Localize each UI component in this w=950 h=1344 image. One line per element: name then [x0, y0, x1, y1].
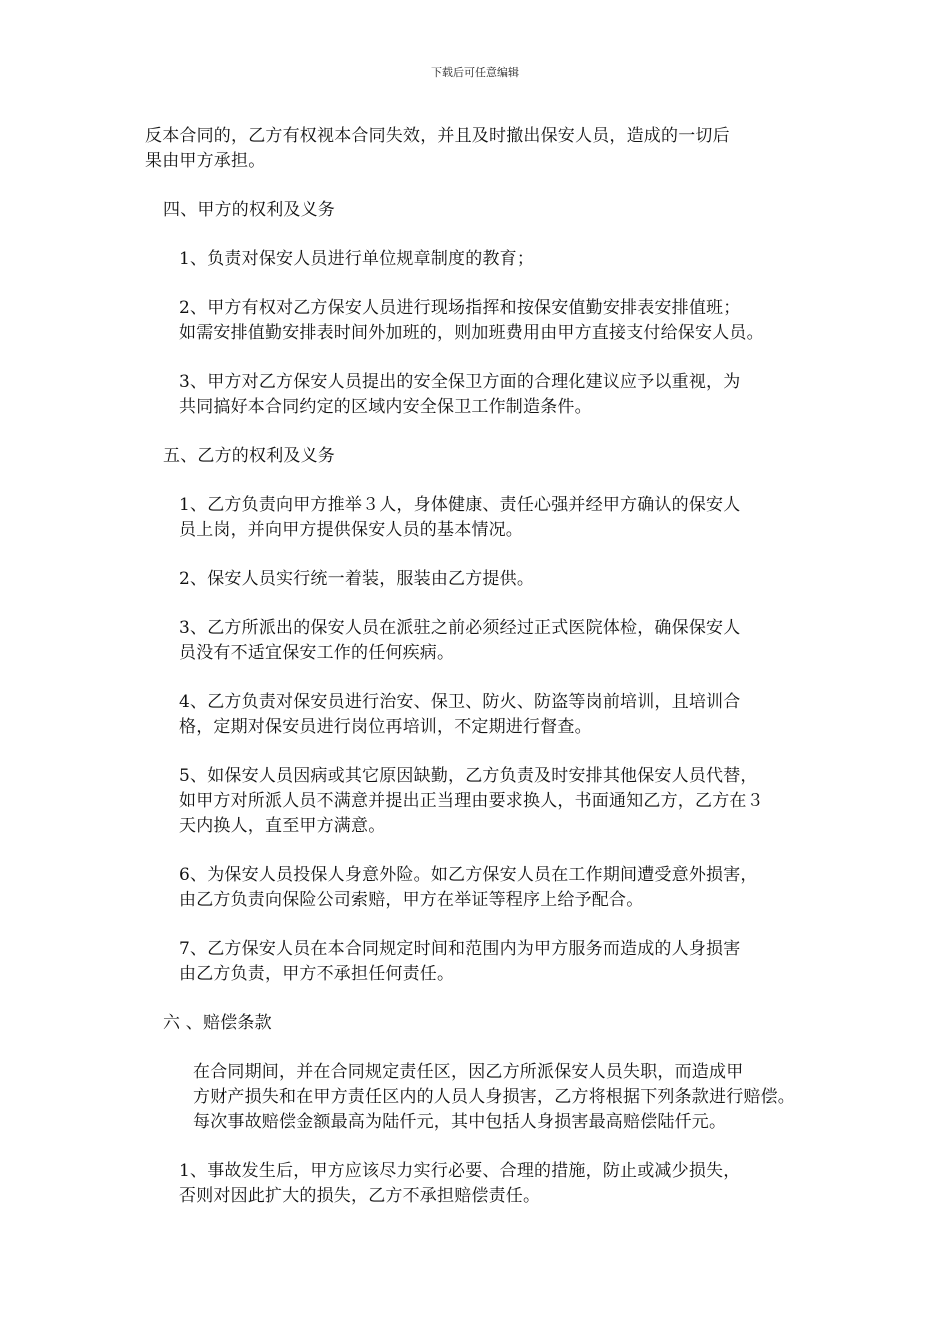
paragraph-line: 由乙方负责，甲方不承担任何责任。 [179, 964, 455, 984]
paragraph-line: 反本合同的，乙方有权视本合同失效，并且及时撤出保安人员，造成的一切后 [145, 126, 730, 146]
paragraph-line: 格，定期对保安员进行岗位再培训，不定期进行督查。 [179, 717, 592, 737]
paragraph-line: 3、甲方对乙方保安人员提出的安全保卫方面的合理化建议应予以重视，为 [179, 372, 741, 392]
paragraph [145, 370, 813, 420]
paragraph [145, 764, 813, 839]
paragraph-line: 2、保安人员实行统一着装，服装由乙方提供。 [179, 569, 535, 589]
paragraph [145, 493, 813, 543]
paragraph-line: 5、如保安人员因病或其它原因缺勤，乙方负责及时安排其他保安人员代替， [179, 766, 758, 786]
paragraph [145, 1159, 813, 1209]
paragraph-line: 1、事故发生后，甲方应该尽力实行必要、合理的措施，防止或减少损失， [179, 1161, 741, 1181]
paragraph [145, 937, 813, 987]
paragraph-line: 4、乙方负责对保安员进行治安、保卫、防火、防盗等岗前培训，且培训合 [179, 692, 741, 712]
paragraph-line: 每次事故赔偿金额最高为陆仟元，其中包括人身损害最高赔偿陆仟元。 [193, 1112, 727, 1132]
paragraph-line: 6、为保安人员投保人身意外险。如乙方保安人员在工作期间遭受意外损害， [179, 865, 758, 885]
paragraph-line: 共同搞好本合同约定的区域内安全保卫工作制造条件。 [179, 397, 592, 417]
paragraph-line: 由乙方负责向保险公司索赔，甲方在举证等程序上给予配合。 [179, 890, 644, 910]
paragraph-line: 方财产损失和在甲方责任区内的人员人身损害，乙方将根据下列条款进行赔偿。 [193, 1087, 795, 1107]
section-heading [145, 1011, 813, 1036]
paragraph-line: 六 、赔偿条款 [163, 1013, 272, 1033]
paragraph-line: 果由甲方承担。 [145, 151, 266, 171]
paragraph-line: 员没有不适宜保安工作的任何疾病。 [179, 643, 455, 663]
paragraph-line: 2、甲方有权对乙方保安人员进行现场指挥和按保安值勤安排表安排值班； [179, 298, 741, 318]
paragraph-line: 员上岗，并向甲方提供保安人员的基本情况。 [179, 520, 523, 540]
paragraph [145, 863, 813, 913]
paragraph-line: 7、乙方保安人员在本合同规定时间和范围内为甲方服务而造成的人身损害 [179, 939, 741, 959]
paragraph [145, 1060, 813, 1135]
paragraph-line: 1、负责对保安人员进行单位规章制度的教育； [179, 249, 535, 269]
paragraph [145, 690, 813, 740]
document-body [145, 124, 813, 1209]
paragraph [145, 124, 813, 174]
paragraph-line: 四、甲方的权利及义务 [163, 200, 335, 220]
paragraph-line: 五、乙方的权利及义务 [163, 446, 335, 466]
paragraph-line: 1、乙方负责向甲方推举３人，身体健康、责任心强并经甲方确认的保安人 [179, 495, 741, 515]
paragraph-line: 如需安排值勤安排表时间外加班的，则加班费用由甲方直接支付给保安人员。 [179, 323, 764, 343]
paragraph-line: 3、乙方所派出的保安人员在派驻之前必须经过正式医院体检，确保保安人 [179, 618, 741, 638]
section-heading [145, 198, 813, 223]
paragraph-line: 否则对因此扩大的损失，乙方不承担赔偿责任。 [179, 1186, 541, 1206]
paragraph-line: 天内换人，直至甲方满意。 [179, 816, 386, 836]
paragraph [145, 567, 813, 592]
section-heading [145, 444, 813, 469]
paragraph [145, 296, 813, 346]
page-header-watermark: 下载后可任意编辑 [431, 66, 519, 79]
paragraph-line: 如甲方对所派人员不满意并提出正当理由要求换人，书面通知乙方，乙方在３ [179, 791, 764, 811]
paragraph-line: 在合同期间，并在合同规定责任区，因乙方所派保安人员失职，而造成甲 [193, 1062, 744, 1082]
paragraph [145, 616, 813, 666]
paragraph [145, 247, 813, 272]
